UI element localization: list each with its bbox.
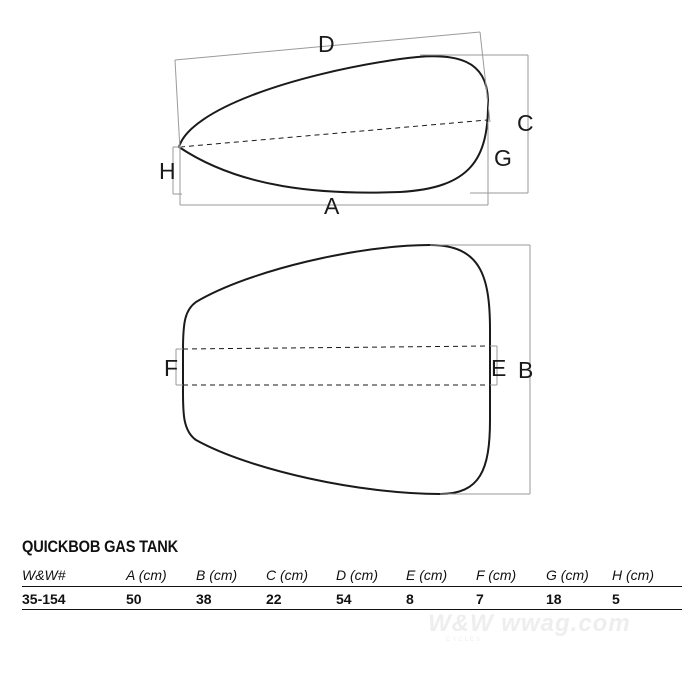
dimension-b-label: B bbox=[518, 357, 534, 383]
top-view-tank-outline bbox=[183, 245, 490, 494]
cell-e: 8 bbox=[406, 587, 476, 610]
header-d: D (cm) bbox=[336, 564, 406, 587]
watermark-logo: W&W wwag.com bbox=[428, 610, 631, 637]
cell-b: 38 bbox=[196, 587, 266, 610]
cell-c: 22 bbox=[266, 587, 336, 610]
cell-f: 7 bbox=[476, 587, 546, 610]
header-b: B (cm) bbox=[196, 564, 266, 587]
dimension-e-label: E bbox=[491, 355, 507, 381]
cell-h: 5 bbox=[612, 587, 682, 610]
top-view-dashed-upper bbox=[183, 346, 490, 349]
watermark-subtext: CYCLES bbox=[446, 637, 483, 643]
header-g: G (cm) bbox=[546, 564, 612, 587]
dimension-c-label: C bbox=[517, 110, 534, 136]
header-a: A (cm) bbox=[126, 564, 196, 587]
header-h: H (cm) bbox=[612, 564, 682, 587]
dimension-g-label: G bbox=[494, 145, 512, 171]
side-view bbox=[159, 31, 534, 219]
top-view bbox=[164, 245, 533, 494]
spec-table bbox=[22, 564, 682, 610]
header-ww-number: W&W# bbox=[22, 564, 126, 587]
dimension-a-label: A bbox=[324, 193, 340, 219]
dimension-f-label: F bbox=[164, 355, 179, 381]
dimension-h-label: H bbox=[159, 158, 176, 184]
dimension-d-label: D bbox=[318, 31, 335, 57]
cell-g: 18 bbox=[546, 587, 612, 610]
header-f: F (cm) bbox=[476, 564, 546, 587]
cell-d: 54 bbox=[336, 587, 406, 610]
header-e: E (cm) bbox=[406, 564, 476, 587]
cell-a: 50 bbox=[126, 587, 196, 610]
cell-ww-number: 35-154 bbox=[22, 587, 126, 610]
dimension-b bbox=[430, 245, 530, 494]
product-title: QUICKBOB GAS TANK bbox=[22, 537, 179, 556]
side-view-centerline bbox=[180, 120, 487, 147]
dimension-c bbox=[420, 55, 528, 193]
spec-table-header-row bbox=[22, 564, 682, 587]
table-row bbox=[22, 587, 682, 610]
header-c: C (cm) bbox=[266, 564, 336, 587]
